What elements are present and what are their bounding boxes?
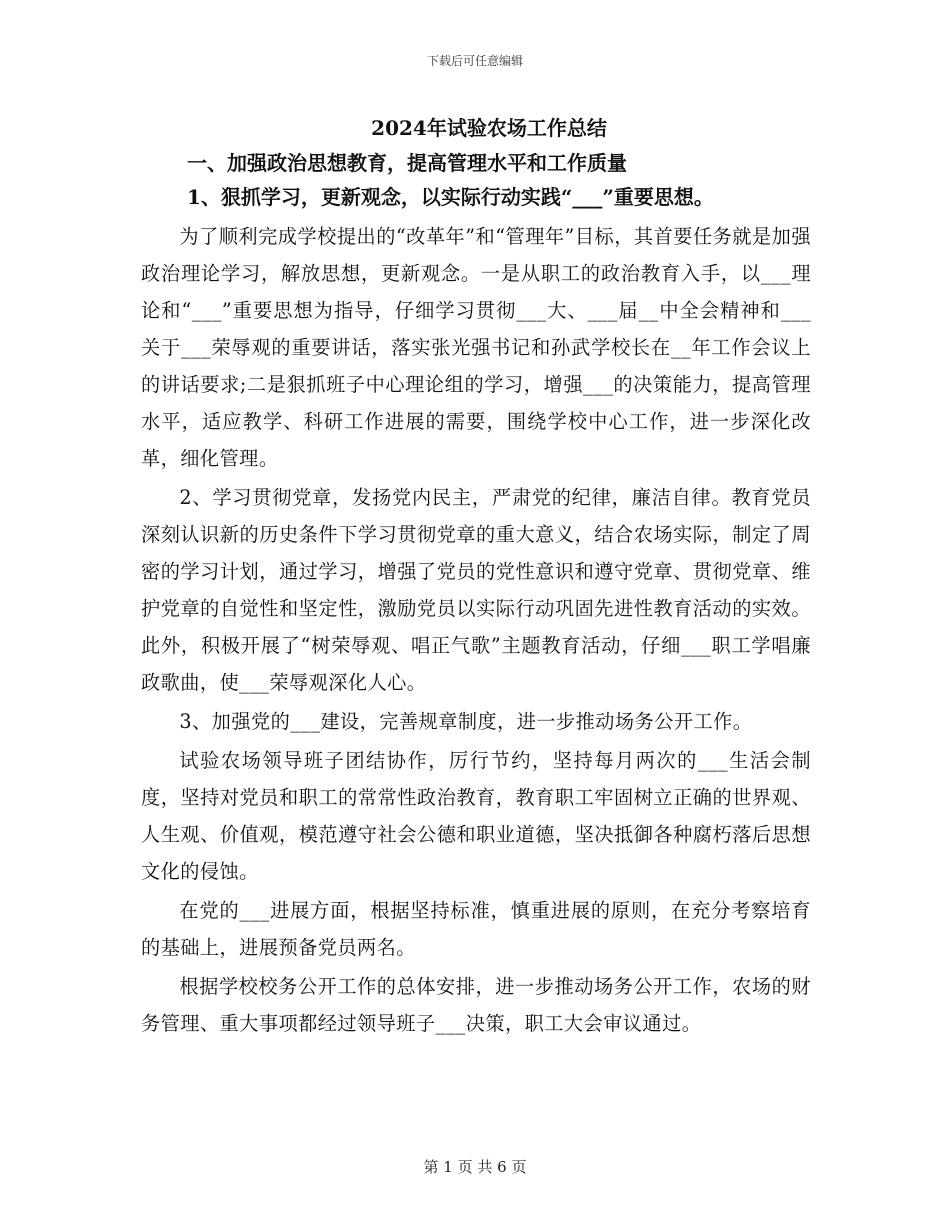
page-number-footer: 第 1 页 共 6 页	[423, 1158, 527, 1176]
paragraph-3: 3、加强党的___建设，完善规章制度，进一步推动场务公开工作。	[179, 710, 753, 733]
subsection-heading: 1、狠抓学习，更新观念，以实际行动实践“___”重要思想。	[187, 185, 714, 209]
paragraph-6: 根据学校校务公开工作的总体安排，进一步推动场务公开工作，农场的财务管理、重大事项都经过领导班子___决策，职工大会审议通过。	[141, 975, 811, 1035]
paragraph-2: 2、学习贯彻党章，发扬党内民主，严肃党的纪律，廉洁自律。教育党员深刻认识新的历史条件下学习贯彻党章的重大意义，结合农场实际，制定了周密的学习计划，通过学习，增强了党员的党性意识和遵守党章、贯彻党章、维护党章的自觉性和坚定性，激励党员以实际行动巩固先进性教育活动的实效。此外，积极开展了“树荣辱观、唱正气歌”主题教育活动，仔细___职工学唱廉政歌曲，使___荣辱观深化人心。	[141, 486, 811, 694]
section-heading: 一、加强政治思想教育，提高管理水平和工作质量	[187, 151, 627, 175]
document-body	[141, 110, 811, 1044]
paragraph-1: 为了顺利完成学校提出的“改革年”和“管理年”目标，其首要任务就是加强政治理论学习，解放思想，更新观念。一是从职工的政治教育入手，以___理论和“___”重要思想为指导，仔细学习贯彻___大、___届__中全会精神和___关于___荣辱观的重要讲话，落实张光强书记和孙武学校长在__年工作会议上的讲话要求;二是狠抓班子中心理论组的学习，增强___的决策能力，提高管理水平，适应教学、科研工作进展的需要，围绕学校中心工作，进一步深化改革，细化管理。	[141, 225, 811, 470]
document-title: 2024年试验农场工作总结	[371, 116, 607, 140]
page-header-note: 下载后可任意编辑	[426, 54, 523, 68]
paragraph-5: 在党的___进展方面，根据坚持标准，慎重进展的原则，在充分考察培育的基础上，进展预备党员两名。	[141, 899, 811, 959]
paragraph-4: 试验农场领导班子团结协作，厉行节约，坚持每月两次的___生活会制度，坚持对党员和职工的常常性政治教育，教育职工牢固树立正确的世界观、人生观、价值观，模范遵守社会公德和职业道德，坚决抵御各种腐朽落后思想文化的侵蚀。	[141, 749, 811, 883]
